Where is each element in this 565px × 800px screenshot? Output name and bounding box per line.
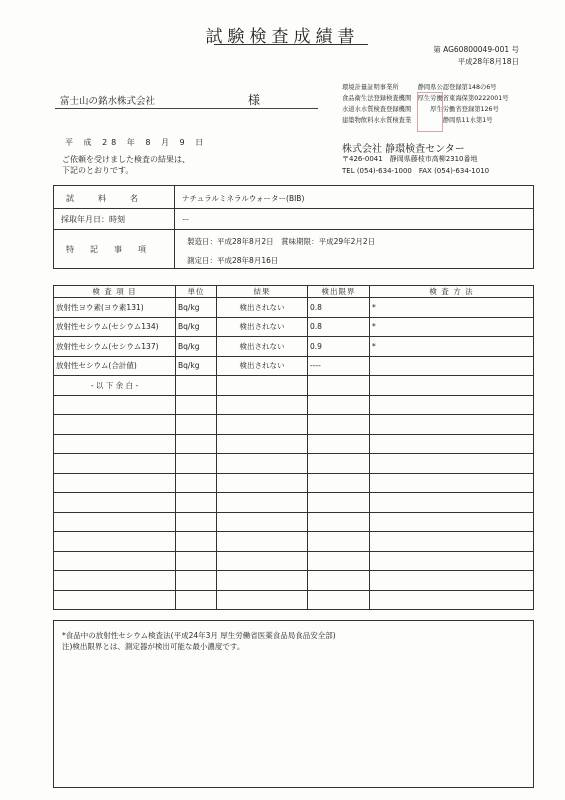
issuer-address: 〒426-0041 静岡県藤枝市高柳2310番地 — [342, 155, 478, 163]
empty-cell — [308, 434, 370, 454]
cell-method: * — [370, 337, 534, 357]
notes-line: 測定日：平成28年8月16日 — [187, 256, 279, 265]
empty-cell — [308, 590, 370, 610]
table-row — [54, 337, 534, 357]
empty-row — [54, 590, 534, 610]
empty-cell — [54, 434, 176, 454]
empty-cell — [308, 376, 370, 396]
empty-cell — [308, 415, 370, 435]
recipient-honorific: 様 — [248, 93, 261, 107]
empty-cell — [54, 551, 176, 571]
cell-unit: Bq/kg — [176, 317, 217, 337]
column-header: 単位 — [176, 286, 217, 298]
table-row — [54, 298, 534, 318]
empty-cell — [217, 493, 308, 513]
registration-line: 建築物飲料水水質検査業 静岡県11水第1号 — [342, 117, 493, 124]
empty-cell — [217, 415, 308, 435]
cell-limit: 0.9 — [308, 337, 370, 357]
empty-cell — [217, 512, 308, 532]
column-header: 検 査 項 目 — [54, 286, 176, 298]
empty-cell — [308, 551, 370, 571]
cell-item: 放射性ヨウ素(ヨウ素131) — [54, 298, 176, 318]
empty-cell — [176, 434, 217, 454]
column-header: 検 査 方 法 — [370, 286, 534, 298]
sample-info-box — [53, 185, 534, 269]
cell-result: 検出されない — [217, 337, 308, 357]
report-date: 平 成 28 年 8 月 9 日 — [65, 138, 208, 147]
empty-cell — [217, 590, 308, 610]
empty-cell — [308, 571, 370, 591]
empty-row — [54, 493, 534, 513]
results-table — [53, 285, 534, 610]
issuer-company: 株式会社 静環検査センター — [342, 144, 465, 155]
cell-method: * — [370, 317, 534, 337]
empty-cell — [176, 532, 217, 552]
footnote-line: *食品中の放射性セシウム検査法(平成24年3月 厚生労働省医薬食品局食品安全部) — [62, 631, 336, 640]
cell-method: * — [370, 298, 534, 318]
empty-cell — [54, 512, 176, 532]
empty-cell — [308, 454, 370, 474]
empty-row — [54, 395, 534, 415]
empty-cell — [176, 493, 217, 513]
empty-cell — [54, 395, 176, 415]
empty-cell — [370, 415, 534, 435]
empty-cell — [176, 473, 217, 493]
empty-cell — [370, 571, 534, 591]
footnotes — [62, 630, 336, 652]
cell-item: 放射性セシウム(合計値) — [54, 356, 176, 376]
cell-limit: 0.8 — [308, 298, 370, 318]
empty-cell — [217, 434, 308, 454]
empty-cell — [217, 532, 308, 552]
cell-unit: Bq/kg — [176, 298, 217, 318]
notes-line: 製造日：平成28年8月2日 賞味期限：平成29年2月2日 — [187, 237, 376, 246]
empty-cell — [217, 395, 308, 415]
empty-cell — [370, 395, 534, 415]
empty-cell — [217, 473, 308, 493]
empty-cell — [176, 415, 217, 435]
document-title: 試験検査成績書 — [205, 27, 360, 47]
registration-line: 環境計量証明事業所 静岡県公認登録第148の6号 — [342, 84, 497, 91]
empty-row — [54, 473, 534, 493]
empty-cell — [54, 590, 176, 610]
empty-row — [54, 454, 534, 474]
empty-cell — [308, 512, 370, 532]
empty-row — [54, 512, 534, 532]
empty-cell — [370, 551, 534, 571]
empty-cell — [176, 551, 217, 571]
empty-cell — [176, 395, 217, 415]
sample-name-value: ナチュラルミネラルウォーター(BIB) — [182, 194, 305, 203]
cell-method — [370, 356, 534, 376]
issuer-phone-fax: TEL (054)-634-1000 FAX (054)-634-1010 — [342, 167, 490, 175]
cell-result: 検出されない — [217, 298, 308, 318]
cell-result: 検出されない — [217, 356, 308, 376]
footnote-line: 注)検出限界とは、測定器が検出可能な最小濃度です。 — [62, 642, 245, 651]
empty-cell — [217, 376, 308, 396]
row-divider — [54, 208, 533, 209]
row-divider — [54, 229, 533, 230]
intro-text — [62, 154, 190, 176]
empty-cell — [370, 376, 534, 396]
recipient-underline — [55, 108, 318, 109]
cell-result: 検出されない — [217, 317, 308, 337]
empty-cell — [217, 551, 308, 571]
empty-cell — [308, 493, 370, 513]
table-header-row — [54, 286, 534, 298]
column-header: 検出限界 — [308, 286, 370, 298]
empty-cell — [54, 415, 176, 435]
table-row — [54, 356, 534, 376]
empty-row — [54, 551, 534, 571]
empty-row — [54, 434, 534, 454]
table-row — [54, 376, 534, 396]
empty-cell — [217, 454, 308, 474]
notes-label: 特 記 事 項 — [66, 245, 146, 254]
cell-limit: 0.8 — [308, 317, 370, 337]
empty-cell — [370, 454, 534, 474]
empty-cell — [370, 512, 534, 532]
recipient-name: 富士山の銘水株式会社 — [60, 96, 156, 107]
empty-row — [54, 532, 534, 552]
cell-limit: ---- — [308, 356, 370, 376]
empty-cell — [308, 395, 370, 415]
registration-line: 食品衛生法登録検査機関 厚生労働省東海保第0222001号 — [342, 95, 509, 102]
sample-name-label: 試 料 名 — [66, 194, 138, 203]
empty-cell — [176, 590, 217, 610]
company-seal — [417, 92, 443, 132]
empty-cell — [370, 473, 534, 493]
intro-line: 下記のとおりです。 — [62, 166, 134, 175]
empty-cell — [54, 571, 176, 591]
column-header: 結果 — [217, 286, 308, 298]
document-number: 第 AG60800049-001 号 — [433, 45, 519, 54]
empty-cell — [308, 532, 370, 552]
cell-unit: Bq/kg — [176, 356, 217, 376]
cell-item: 放射性セシウム(セシウム137) — [54, 337, 176, 357]
end-marker: - 以 下 余 白 - — [54, 376, 176, 396]
empty-cell — [370, 434, 534, 454]
sampling-time-value: ー — [182, 215, 190, 224]
empty-cell — [217, 571, 308, 591]
empty-cell — [370, 532, 534, 552]
empty-cell — [176, 571, 217, 591]
column-divider — [174, 186, 175, 268]
cell-item: 放射性セシウム(セシウム134) — [54, 317, 176, 337]
title-underline — [214, 44, 368, 45]
sampling-time-label: 採取年月日：時刻 — [61, 215, 125, 224]
empty-cell — [370, 590, 534, 610]
empty-row — [54, 571, 534, 591]
empty-cell — [176, 512, 217, 532]
table-row — [54, 317, 534, 337]
empty-cell — [54, 454, 176, 474]
empty-cell — [176, 454, 217, 474]
empty-cell — [54, 532, 176, 552]
document-date: 平成28年8月18日 — [457, 57, 519, 66]
empty-cell — [370, 493, 534, 513]
cell-unit: Bq/kg — [176, 337, 217, 357]
empty-cell — [54, 473, 176, 493]
registration-line: 水道水水質検査登録機関 厚生労働省登録第126号 — [342, 106, 499, 113]
empty-cell — [54, 493, 176, 513]
empty-cell — [176, 376, 217, 396]
empty-row — [54, 415, 534, 435]
intro-line: ご依頼を受けました検査の結果は、 — [62, 155, 190, 164]
empty-cell — [308, 473, 370, 493]
